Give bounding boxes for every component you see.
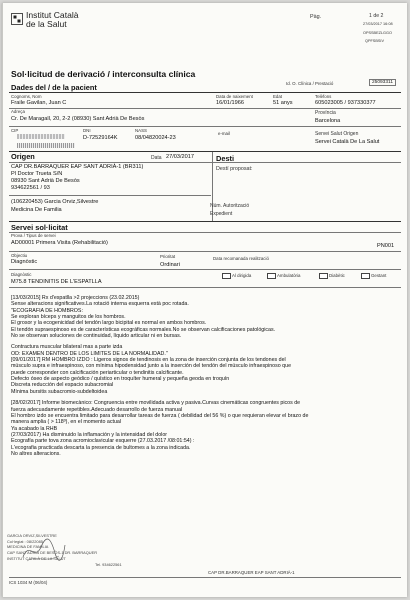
note-line: OD: EXAMEN DENTRO DE LOS LIMITES DE LA NORMALIDAD.": [11, 350, 168, 357]
doctor-collegiate: Col·legiat : 08/22085: [7, 538, 43, 544]
address-label: Adreça: [11, 109, 25, 114]
proposed-destination-label: Destí proposat:: [216, 166, 253, 172]
note-line: Defecto óseo de aspecto geódico / quístico en troquíter humeral y pequeña geoda en troquín: [11, 376, 230, 383]
note-line: [09/01/2017] RM HOMBRO IZDO : Ligeros signos de tendinosis en la zona de inserción conjunta de los tendones del: [11, 357, 286, 364]
origin-center: CAP DR.BARRAQUER EAP SANT ADRIÀ-1 (BR311): [11, 164, 144, 170]
checkbox-pregnant-label: Gestant: [371, 273, 387, 278]
objective: Diagnòstic: [11, 259, 38, 265]
nass-label: NASS: [135, 128, 147, 133]
checkbox-pregnant[interactable]: [361, 273, 370, 279]
checkbox-dirigida-label: Al dirigida: [232, 273, 252, 278]
note-line: Mínima bursitis subacromio-subdeltoidea: [11, 388, 108, 395]
institute-name: Institut Català: [26, 10, 79, 20]
note-line: Sense alteracions significatives.La rotació interna esquerra està poc rotada.: [11, 301, 189, 308]
phones: 605023005 / 937330377: [315, 100, 376, 106]
birth-date-label: Data de naixement: [216, 94, 253, 99]
test-code: PN001: [377, 243, 395, 249]
note-line: Se exploran bíceps y manguitos de los hombros.: [11, 314, 126, 321]
checkbox-ambulatory-label: Ambulatòria: [277, 273, 301, 278]
divider: [9, 221, 401, 222]
objective-label: Objectiu: [11, 253, 28, 258]
note-line: Discreta reducción del espacio subacromial: [11, 382, 114, 389]
recommended-date-label: Data recomanada realització: [213, 256, 269, 261]
checkbox-diabetic[interactable]: [319, 273, 328, 279]
origin-phone: 934622561 / 93: [11, 185, 50, 191]
clinical-notes: [11, 295, 403, 457]
phones-label: Telèfons: [315, 94, 332, 99]
institute-name-line2: de la Salut: [26, 19, 67, 29]
page-label: Pàg.: [310, 14, 322, 20]
checkbox-dirigida[interactable]: [222, 273, 231, 279]
note-line: No se observan soluciones de continuidad, líquido articular ni en bursas.: [11, 333, 182, 340]
birth-date: 16/01/1966: [216, 100, 244, 106]
origin-date-label: Data: [151, 155, 162, 161]
stamp-center: CAP SANT ADRIÀ DE BESÒS-1 DR. BARRAQUER: [7, 549, 98, 555]
stamp-institute: INSTITUT CATALÀ DE LA SALUT: [7, 555, 66, 561]
note-line: músculo supra e infraespinoso, con mínima hipodensidad junto a la inserción del tendón del músculo infraespinoso que: [11, 363, 292, 370]
origin-service: Servei Català De La Salut: [315, 139, 380, 145]
note-line: El hombro izdo se encuentra limitado para desarrollar tareas de fuerza ( debilidad del 56 %) o que requieran elevar el brazo de: [11, 412, 309, 419]
stamp-center-right: CAP DR.BARRAQUER EAP SANT ADRIÀ-1: [208, 570, 295, 575]
province-label: Província: [315, 110, 336, 116]
patient-section-title: Dades del / de la pacient: [11, 83, 97, 92]
note-line: [13/03/2015] Rx d'espatlla >2 projeccions (23.02.2015): [11, 295, 140, 301]
clinic-id-label: Id. O. Clínica / Prestació: [286, 81, 334, 86]
divider: [9, 251, 401, 252]
dni-label: DNI: [83, 128, 91, 133]
divider: [9, 577, 401, 578]
note-line: (27/03/2017) Ha disminuido la inflamación y la intensidad del dolor: [11, 431, 168, 438]
note-line: L'ecografia practicada descarta la presencia de bultomes a la zona indicada.: [11, 444, 191, 451]
priority: Ordinari: [160, 262, 180, 268]
province: Barcelona: [315, 118, 341, 124]
note-line: No altres alteracions.: [11, 450, 61, 457]
origin-service-label: Servei Salut Origen: [315, 131, 359, 137]
origin-specialty: Medicina De Familia: [11, 207, 62, 213]
divider: [9, 108, 401, 109]
print-datetime: 27/03/2017 16:08: [363, 22, 393, 26]
origin-section-title: Origen: [11, 152, 35, 161]
form-code: ICS 1034 M (06/04): [9, 580, 48, 585]
note-line: fuerza adecuadamente repetibles.Adecuado desarrollo de fuerza manual: [11, 406, 183, 413]
patient-name-label: Cognoms, Nom: [11, 94, 42, 99]
note-line: El grosor y la ecogenicidad del tendón largo bicipital es normal en ambos hombros.: [11, 320, 207, 327]
file-label: Expedient: [210, 211, 233, 217]
divider: [9, 232, 401, 233]
divider: [9, 269, 401, 270]
authorization-label: Núm. Autorització: [210, 203, 250, 209]
test-type-label: Prova / Tipus de servei: [11, 233, 56, 238]
note-line: Contractura muscular bilateral mas a parte izda: [11, 344, 123, 351]
patient-name: Fraile Gavilan, Juan C: [11, 100, 67, 106]
email-label: e-mail: [218, 131, 230, 136]
service-section-title: Servei sol·licitat: [11, 223, 68, 232]
barcode-redacted: [17, 143, 75, 148]
note-line: puede corresponder con calcificación periarticular o tendinitis calcificante.: [11, 369, 184, 376]
origin-date: 27/03/2017: [166, 154, 194, 160]
barcode-code-1: OPSSBEZLGGO: [363, 31, 392, 35]
divider: [9, 287, 401, 288]
note-line: [28/02/2017] Informe biomecànico: Congruencia entre movilidada activa y pasiva.Curvas cinemáticas congruentes picos de: [11, 400, 301, 407]
checkbox-diabetic-label: Diabètic: [329, 273, 345, 278]
stamp-phone: Tel. 934622561: [95, 562, 122, 567]
referral-document: [2, 3, 407, 597]
desti-section-title: Desti: [216, 154, 235, 163]
doctor-name: GARCIA ORVIZ,SILVESTRE: [7, 533, 57, 538]
cip-value-redacted: [17, 134, 65, 139]
priority-label: Prioritat: [160, 254, 176, 259]
age-label: Edat: [273, 94, 283, 99]
note-line: Ecografía parte tova zona acromioclavicular esquerre (27.03.2017 /08:01:54) :: [11, 438, 195, 445]
cip-label: CIP: [11, 128, 19, 133]
nass: 08/04820024-23: [135, 135, 176, 141]
signature-scribble-icon: [21, 537, 67, 565]
doctor-specialty: MEDICINA DE FAMÍLIA: [7, 544, 49, 550]
origin-city: 08930 Sant Adrià De Besòs: [11, 178, 80, 184]
checkbox-ambulatory[interactable]: [267, 273, 276, 279]
divider: [9, 92, 401, 93]
divider: [9, 162, 401, 163]
form-title: Sol·licitud de derivació / interconsulta clínica: [11, 69, 196, 79]
note-line: "ECOGRAFIA DE HOMBROS:: [11, 307, 83, 314]
age: 51 anys: [273, 100, 293, 106]
ics-logo-icon: [11, 12, 23, 24]
divider: [9, 195, 211, 196]
note-line: El tendón supraespinoso es de características ecográficas normales.No se observan calcificaciones patológicas.: [11, 326, 276, 333]
note-line: Ya acabado la RHB: [11, 425, 58, 432]
diagnosis-label: Diagnòstic: [11, 272, 32, 277]
page-number: 1 de 2: [369, 13, 384, 19]
origin-street: Pl Doctor Trueta S/N: [11, 171, 63, 177]
address: Cr. De Maragall, 20, 2-2 (08930) Sant Adrià De Besòs: [11, 116, 145, 122]
note-line: manera amplia ( > 118º), en el momento actual: [11, 419, 122, 426]
test-type: AD00001 Primera Visita (Rehabilitació): [11, 240, 108, 246]
clinic-id-value: 25093311: [369, 79, 396, 86]
diagnosis: M75.8 TENDINITIS DE L'ESPATLLA: [11, 279, 102, 285]
dni: D-72529164K: [83, 135, 118, 141]
barcode-code-2: QPFSBSIV: [365, 39, 384, 43]
divider: [9, 151, 401, 152]
origin-professional: (106220453) Garcia Orviz,Silvestre: [11, 199, 99, 205]
divider: [9, 126, 401, 127]
